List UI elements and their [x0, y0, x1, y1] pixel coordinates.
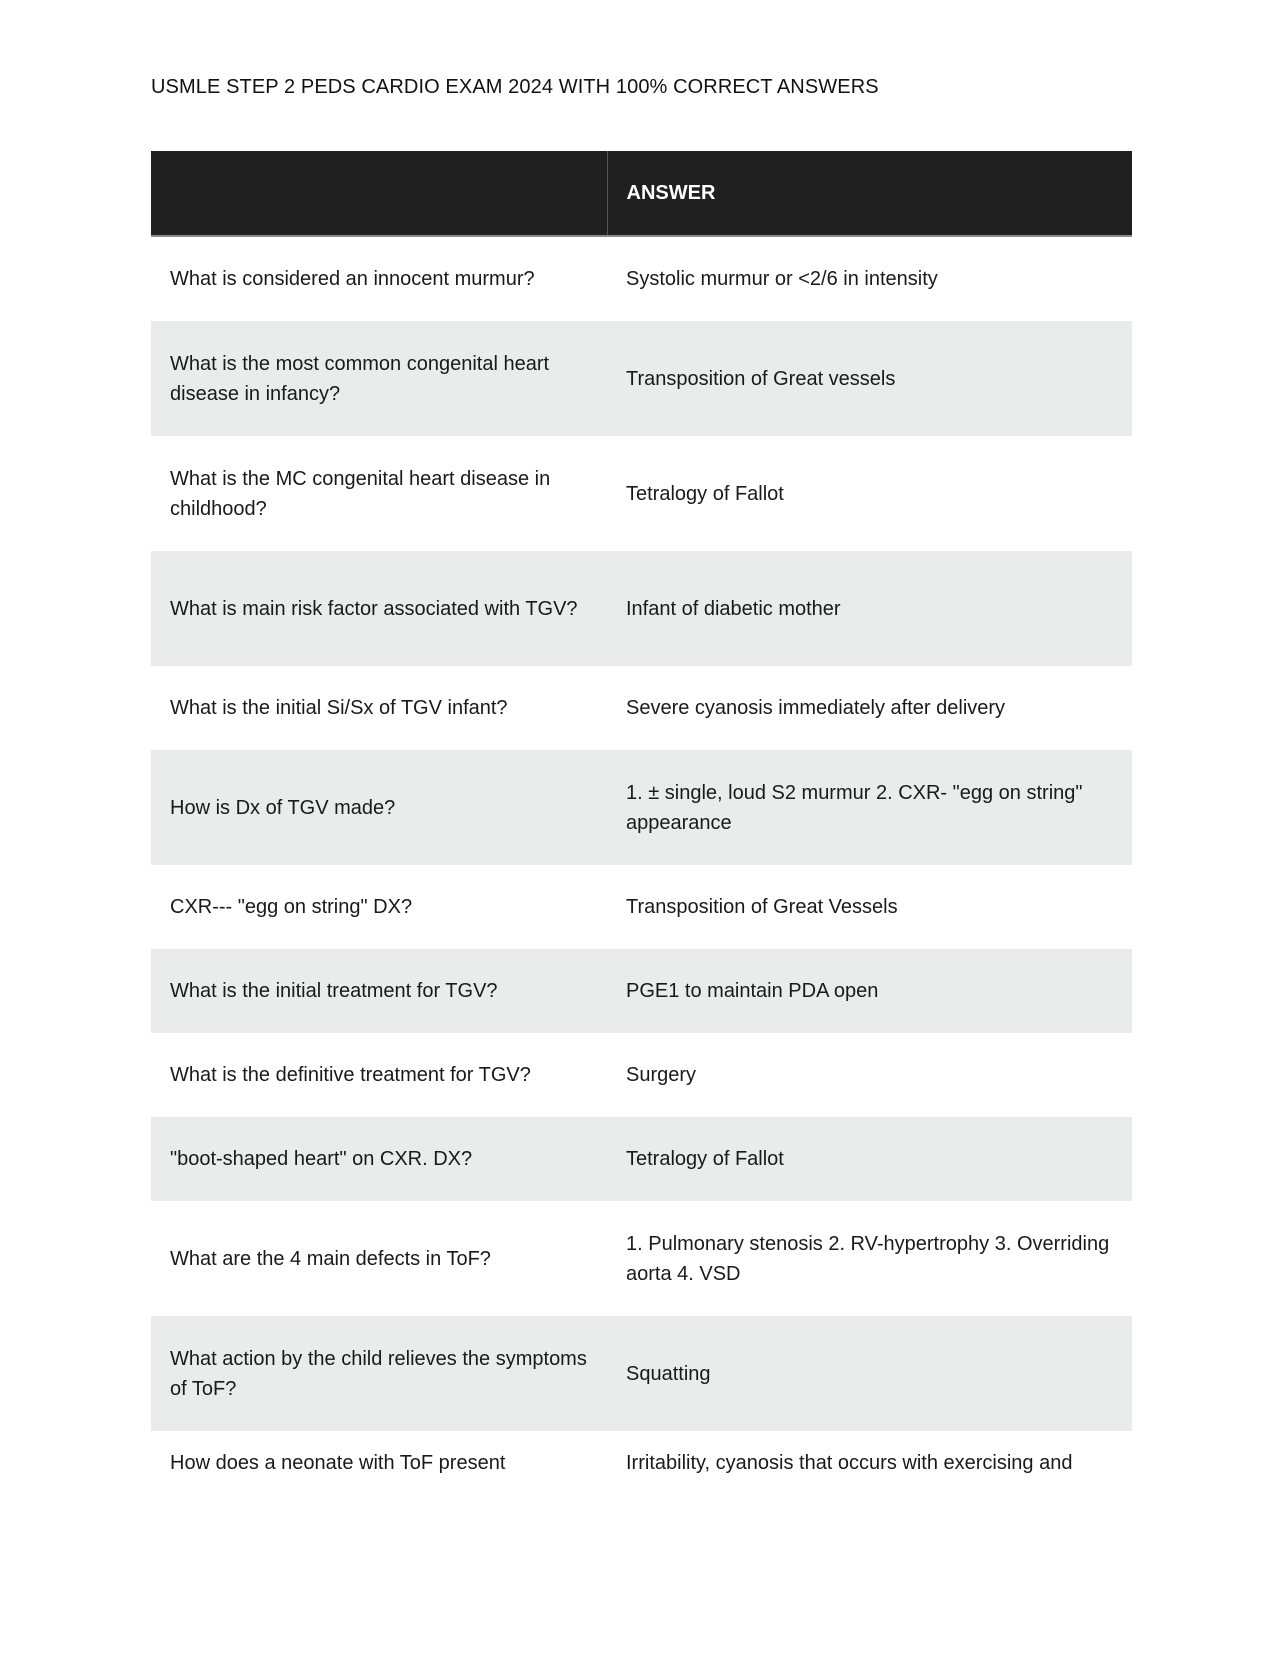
table-row	[151, 750, 1132, 865]
answer-cell: Transposition of Great Vessels	[626, 896, 898, 918]
table-row	[151, 666, 1132, 750]
document-title: USMLE STEP 2 PEDS CARDIO EXAM 2024 WITH 100% CORRECT ANSWERS	[151, 76, 879, 98]
table-row	[151, 1431, 1132, 1512]
answer-cell: Tetralogy of Fallot	[626, 482, 784, 505]
table-row	[151, 436, 1132, 551]
table-row	[151, 1117, 1132, 1201]
table-row	[151, 551, 1132, 666]
question-cell: What is the definitive treatment for TGV?	[170, 1064, 531, 1086]
question-cell: What action by the child relieves the symptoms of ToF?	[151, 1316, 607, 1431]
question-cell: What is the initial treatment for TGV?	[151, 949, 607, 1033]
answer-cell: Squatting	[607, 1316, 1132, 1431]
answer-cell: PGE1 to maintain PDA open	[607, 949, 1132, 1033]
question-cell: How does a neonate with ToF present	[170, 1452, 506, 1474]
answer-cell: Surgery	[626, 1064, 697, 1086]
table-row	[151, 1201, 1132, 1316]
question-cell: CXR--- "egg on string" DX?	[170, 896, 413, 918]
qa-table	[151, 151, 1132, 1512]
header-row	[151, 151, 1132, 236]
question-cell: What are the 4 main defects in ToF?	[170, 1247, 491, 1270]
answer-cell: Tetralogy of Fallot	[607, 1117, 1132, 1201]
header-answer-cell: ANSWER	[607, 151, 1132, 236]
table-row	[151, 321, 1132, 436]
answer-cell: 1. Pulmonary stenosis 2. RV-hypertrophy 3. Overriding aorta 4. VSD	[626, 1232, 1110, 1285]
table-row	[151, 865, 1132, 949]
answer-cell: Systolic murmur or <2/6 in intensity	[626, 268, 938, 290]
answer-cell: Irritability, cyanosis that occurs with exercising and	[626, 1452, 1073, 1474]
question-cell: What is the initial Si/Sx of TGV infant?	[170, 697, 508, 719]
table-header	[151, 151, 1132, 236]
table-row	[151, 236, 1132, 321]
answer-cell: Severe cyanosis immediately after delivery	[626, 697, 1006, 719]
question-cell: What is the most common congenital heart disease in infancy?	[151, 321, 607, 436]
question-cell: How is Dx of TGV made?	[151, 750, 607, 865]
question-cell: "boot-shaped heart" on CXR. DX?	[151, 1117, 607, 1201]
header-question-cell	[151, 151, 607, 236]
question-cell: What is considered an innocent murmur?	[170, 268, 535, 290]
question-cell: What is main risk factor associated with TGV?	[151, 551, 607, 666]
table-row	[151, 1316, 1132, 1431]
table-body	[151, 236, 1132, 1512]
question-cell: What is the MC congenital heart disease in childhood?	[170, 467, 551, 520]
answer-cell: Infant of diabetic mother	[607, 551, 1132, 666]
answer-cell: 1. ± single, loud S2 murmur 2. CXR- "egg on string" appearance	[607, 750, 1132, 865]
table-row	[151, 949, 1132, 1033]
table-row	[151, 1033, 1132, 1117]
answer-cell: Transposition of Great vessels	[607, 321, 1132, 436]
